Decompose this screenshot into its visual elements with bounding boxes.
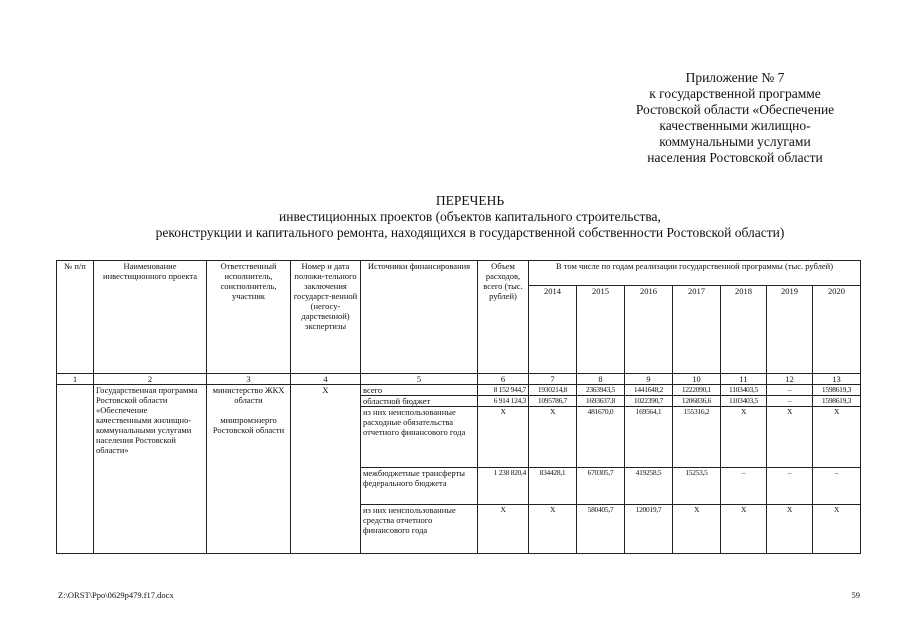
header-total: Объем расходов, всего (тыс. рублей) [478,261,529,374]
year-cell: 481670,0 [577,407,625,468]
header-row [57,261,861,286]
year-cell: – [767,468,813,505]
year-cell: Х [529,407,577,468]
table-row [57,385,861,396]
appendix-line: населения Ростовской области [647,150,823,165]
heading-line-2: реконструкции и капитального ремонта, находящихся в государственной собственности Ростовской области) [155,225,785,240]
total-cell: 1 238 820,4 [478,468,529,505]
year-cell: 15253,5 [673,468,721,505]
year-cell: 1103403,5 [721,396,767,407]
document-heading [60,193,880,241]
year-cell: Х [721,505,767,554]
year-cell: Х [529,505,577,554]
header-year: 2017 [673,286,721,374]
heading-title: ПЕРЕЧЕНЬ [435,193,505,208]
year-cell: 1441648,2 [625,385,673,396]
source-cell: из них неиспользованные средства отчетного финансового года [361,505,478,554]
column-number: 7 [529,374,577,385]
source-cell: всего [361,385,478,396]
file-path: Z:\ORST\Ppo\0629p479.f17.docx [58,590,174,600]
column-number: 6 [478,374,529,385]
year-cell: 1930214,8 [529,385,577,396]
column-number: 2 [94,374,207,385]
total-cell: 6 914 124,3 [478,396,529,407]
column-number: 11 [721,374,767,385]
year-cell: 670305,7 [577,468,625,505]
appendix-line: Ростовской области «Обеспечение [635,102,835,117]
year-cell: 1022390,7 [625,396,673,407]
column-number: 12 [767,374,813,385]
project-executor [207,385,291,554]
source-cell: межбюджетные трансферты федерального бюджета [361,468,478,505]
header-year: 2015 [577,286,625,374]
year-cell: Х [767,505,813,554]
source-cell: из них неиспользованные расходные обязательства отчетного финансового года [361,407,478,468]
executor-secondary: минпромэнерго Ростовской области [212,415,285,435]
year-cell: 1206836,6 [673,396,721,407]
year-cell: 834428,1 [529,468,577,505]
header-year: 2016 [625,286,673,374]
source-cell: областной бюджет [361,396,478,407]
header-year: 2019 [767,286,813,374]
year-cell: 2363943,5 [577,385,625,396]
project-expertise: Х [291,385,361,554]
column-number: 3 [207,374,291,385]
header-executor: Ответственный исполнитель, соисполнитель, участник [207,261,291,374]
year-cell: 1095786,7 [529,396,577,407]
appendix-line: Приложение № 7 [685,70,785,85]
year-cell: Х [813,505,861,554]
header-no: № п/п [57,261,94,374]
appendix-line: коммунальными услугами [659,134,811,149]
project-no [57,385,94,554]
year-cell: 1598619,3 [813,396,861,407]
year-cell: 1222090,1 [673,385,721,396]
appendix-line: качественными жилищно- [659,118,811,133]
header-year: 2020 [813,286,861,374]
project-name: Государственная программа Ростовской области «Обеспечение качественными жилищно-коммунальными услугами населения Ростовской области» [94,385,207,554]
page-number: 59 [851,590,860,600]
column-number: 10 [673,374,721,385]
year-cell: Х [813,407,861,468]
column-number-row [57,374,861,385]
column-number: 5 [361,374,478,385]
executor-primary: министерство ЖКХ области [212,385,285,405]
year-cell: Х [721,407,767,468]
year-cell: 1693637,8 [577,396,625,407]
year-cell: – [767,385,813,396]
year-cell: 1598619,3 [813,385,861,396]
year-cell: 169564,1 [625,407,673,468]
year-cell: Х [767,407,813,468]
total-cell: Х [478,505,529,554]
column-number: 9 [625,374,673,385]
appendix-block [600,70,870,166]
header-expertise: Номер и дата положи-тельного заключения государст-венной (негосу-дарственной) экспертизы [291,261,361,374]
column-number: 8 [577,374,625,385]
header-name: Наименование инвестиционного проекта [94,261,207,374]
column-number: 4 [291,374,361,385]
year-cell: – [767,396,813,407]
heading-line-1: инвестиционных проектов (объектов капитального строительства, [279,209,661,224]
total-cell: Х [478,407,529,468]
header-sources: Источники финансирования [361,261,478,374]
year-cell: 1103403,5 [721,385,767,396]
year-cell: 580405,7 [577,505,625,554]
investment-projects-table [56,260,861,554]
total-cell: 8 152 944,7 [478,385,529,396]
year-cell: 419258,5 [625,468,673,505]
header-year: 2014 [529,286,577,374]
column-number: 13 [813,374,861,385]
year-cell: Х [673,505,721,554]
header-years-group: В том числе по годам реализации государственной программы (тыс. рублей) [529,261,861,286]
year-cell: 120019,7 [625,505,673,554]
year-cell: – [721,468,767,505]
column-number: 1 [57,374,94,385]
year-cell: 155316,2 [673,407,721,468]
year-cell: – [813,468,861,505]
appendix-line: к государственной программе [649,86,821,101]
header-year: 2018 [721,286,767,374]
